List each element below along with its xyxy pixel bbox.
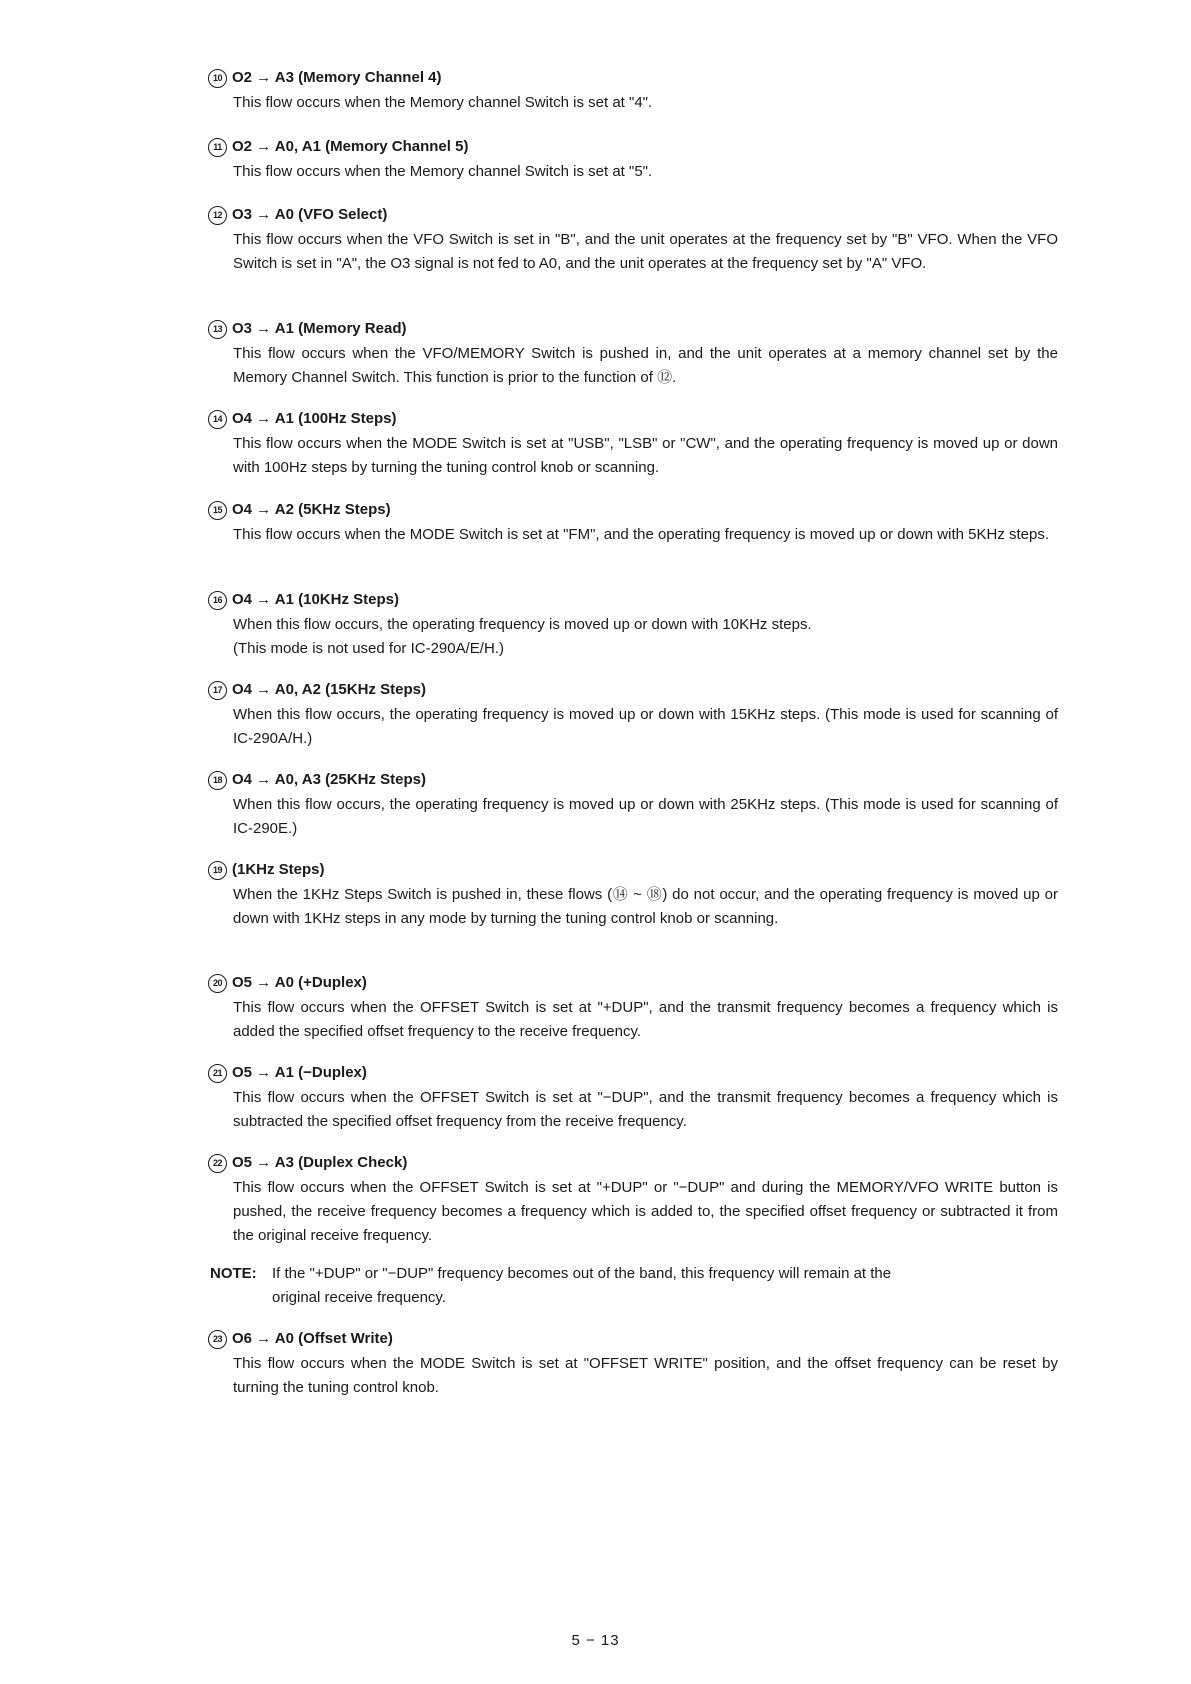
section-body: This flow occurs when the MODE Switch is set at "USB", "LSB" or "CW", and the operating frequency is moved up or down with 100Hz steps by turning the tuning control knob or scanning.: [233, 435, 1058, 476]
section-12: [208, 205, 1058, 276]
note-line-2: original receive frequency.: [272, 1289, 446, 1306]
section-11: [208, 137, 1058, 184]
circled-number: 17: [208, 681, 227, 700]
section-heading: [208, 1329, 1058, 1349]
circled-number: 15: [208, 501, 227, 520]
heading-text: O5 → A1 (−Duplex): [232, 1064, 367, 1081]
circled-number: 19: [208, 861, 227, 880]
circled-number: 23: [208, 1330, 227, 1349]
section-body: This flow occurs when the VFO/MEMORY Switch is pushed in, and the unit operates at a memory channel set by the Memory Channel Switch. This function is prior to the function of ⑫.: [233, 345, 1058, 386]
section-body: This flow occurs when the MODE Switch is set at "OFFSET WRITE" position, and the offset frequency can be reset by turning the tuning control knob.: [233, 1355, 1058, 1396]
circled-number: 20: [208, 974, 227, 993]
circled-number: 14: [208, 410, 227, 429]
circled-number: 21: [208, 1064, 227, 1083]
section-heading: [208, 68, 1058, 88]
section-14: [208, 409, 1058, 480]
section-10: [208, 68, 1058, 115]
note-label: NOTE:: [210, 1265, 257, 1282]
section-heading: [208, 680, 1058, 700]
circled-number: 13: [208, 320, 227, 339]
heading-text: (1KHz Steps): [232, 861, 325, 878]
section-body-note: (This mode is not used for IC-290A/E/H.): [233, 640, 504, 657]
page-number: 5 − 13: [571, 1632, 620, 1649]
section-body: This flow occurs when the Memory channel Switch is set at "4".: [233, 94, 653, 111]
section-body: This flow occurs when the VFO Switch is set in "B", and the unit operates at the frequency set by "B" VFO. When the VFO Switch is set in "A", the O3 signal is not fed to A0, and the unit operates at the frequency set by "A" VFO.: [233, 231, 1058, 272]
section-13: [208, 319, 1058, 390]
heading-text: O6 → A0 (Offset Write): [232, 1330, 393, 1347]
circled-number: 12: [208, 206, 227, 225]
heading-text: O3 → A0 (VFO Select): [232, 206, 388, 223]
heading-text: O5 → A0 (+Duplex): [232, 974, 367, 991]
heading-text: O4 → A1 (10KHz Steps): [232, 591, 399, 608]
heading-text: O2 → A3 (Memory Channel 4): [232, 69, 442, 86]
heading-text: O5 → A3 (Duplex Check): [232, 1154, 408, 1171]
section-19: [208, 860, 1058, 931]
section-18: [208, 770, 1058, 841]
section-body: This flow occurs when the Memory channel Switch is set at "5".: [233, 163, 653, 180]
section-body: This flow occurs when the OFFSET Switch is set at "+DUP" or "−DUP" and during the MEMORY/VFO WRITE button is pushed, the receive frequency becomes a frequency which is added to, the specified offset frequency or subtracted it from the original receive frequency.: [233, 1179, 1058, 1244]
section-body: This flow occurs when the OFFSET Switch is set at "+DUP", and the transmit frequency becomes a frequency which is added the specified offset frequency to the receive frequency.: [233, 999, 1058, 1040]
section-heading: [208, 137, 1058, 157]
section-heading: [208, 500, 1058, 520]
section-21: [208, 1063, 1058, 1134]
heading-text: O4 → A1 (100Hz Steps): [232, 410, 397, 427]
circled-number: 16: [208, 591, 227, 610]
section-22: [208, 1153, 1058, 1248]
note: [210, 1262, 1060, 1310]
heading-text: O4 → A2 (5KHz Steps): [232, 501, 391, 518]
section-body: When this flow occurs, the operating frequency is moved up or down with 10KHz steps.: [233, 616, 812, 633]
section-23: [208, 1329, 1058, 1400]
section-16: [208, 590, 1058, 661]
section-heading: [208, 409, 1058, 429]
section-15: [208, 500, 1058, 547]
heading-text: O4 → A0, A3 (25KHz Steps): [232, 771, 426, 788]
section-body: This flow occurs when the MODE Switch is set at "FM", and the operating frequency is moved up or down with 5KHz steps.: [233, 526, 1050, 543]
section-body: When the 1KHz Steps Switch is pushed in, these flows (⑭ ~ ⑱) do not occur, and the operating frequency is moved up or down with 1KHz steps in any mode by turning the tuning control knob or scanning.: [233, 886, 1058, 927]
section-body: When this flow occurs, the operating frequency is moved up or down with 25KHz steps. (This mode is used for scanning of IC-290E.): [233, 796, 1058, 837]
section-heading: [208, 973, 1058, 993]
section-body: This flow occurs when the OFFSET Switch is set at "−DUP", and the transmit frequency becomes a frequency which is subtracted the specified offset frequency from the receive frequency.: [233, 1089, 1058, 1130]
circled-number: 22: [208, 1154, 227, 1173]
note-line-1: If the "+DUP" or "−DUP" frequency becomes out of the band, this frequency will remain at the: [272, 1265, 892, 1282]
section-heading: [208, 319, 1058, 339]
heading-text: O3 → A1 (Memory Read): [232, 320, 407, 337]
circled-number: 18: [208, 771, 227, 790]
section-17: [208, 680, 1058, 751]
heading-text: O4 → A0, A2 (15KHz Steps): [232, 681, 426, 698]
section-body: When this flow occurs, the operating frequency is moved up or down with 15KHz steps. (This mode is used for scanning of IC-290A/H.): [233, 706, 1058, 747]
section-heading: [208, 770, 1058, 790]
section-heading: [208, 1153, 1058, 1173]
section-heading: [208, 860, 1058, 880]
section-heading: [208, 205, 1058, 225]
section-20: [208, 973, 1058, 1044]
section-heading: [208, 1063, 1058, 1083]
heading-text: O2 → A0, A1 (Memory Channel 5): [232, 138, 469, 155]
circled-number: 11: [208, 138, 227, 157]
section-heading: [208, 590, 1058, 610]
circled-number: 10: [208, 69, 227, 88]
